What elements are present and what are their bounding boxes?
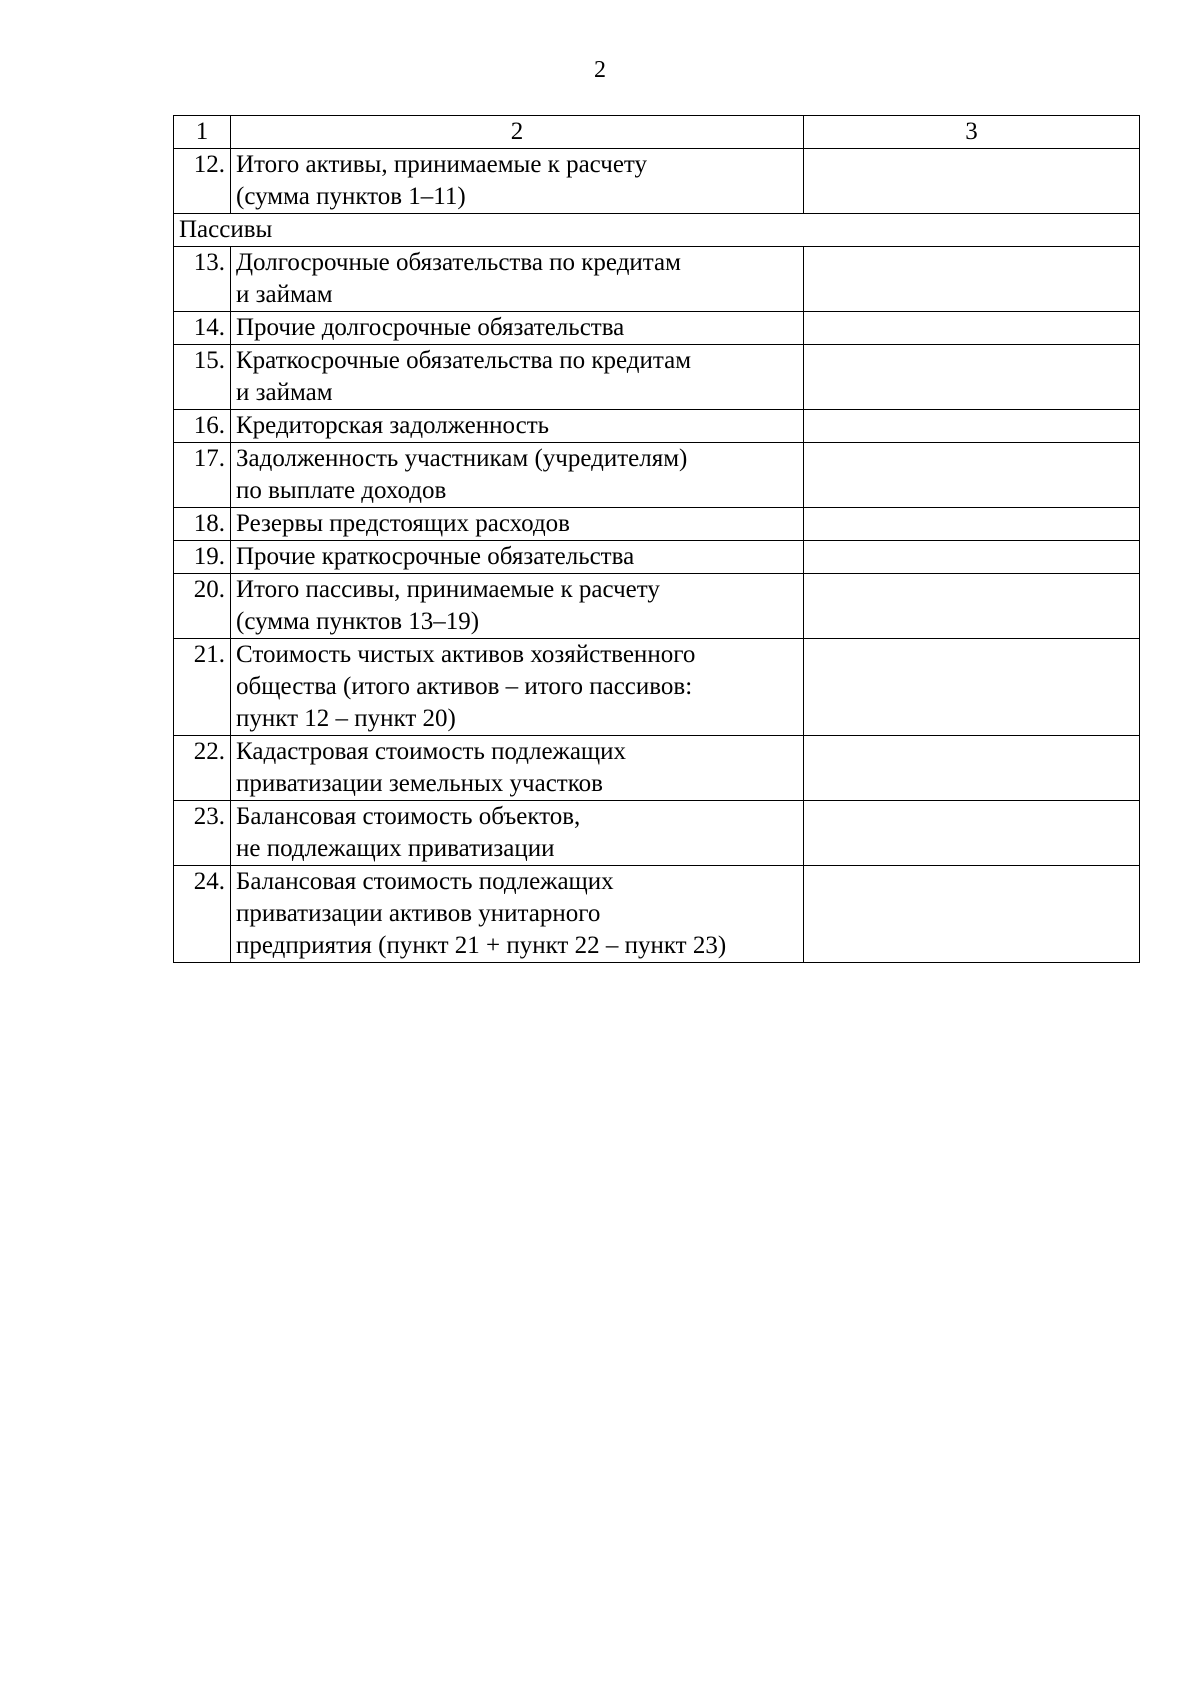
- row-description: Прочие долгосрочные обязательства: [231, 312, 804, 345]
- table-row: [174, 410, 1140, 443]
- table-row: [174, 149, 1140, 214]
- row-number: 15.: [174, 345, 231, 410]
- row-description: Задолженность участникам (учредителям) по выплате доходов: [231, 443, 804, 508]
- row-description: Краткосрочные обязательства по кредитам и займам: [231, 345, 804, 410]
- row-description: Долгосрочные обязательства по кредитам и займам: [231, 247, 804, 312]
- table-row: [174, 508, 1140, 541]
- row-value: [804, 410, 1140, 443]
- row-number: 23.: [174, 801, 231, 866]
- row-value: [804, 541, 1140, 574]
- row-number: 14.: [174, 312, 231, 345]
- table-row: [174, 345, 1140, 410]
- row-number: 19.: [174, 541, 231, 574]
- row-number: 21.: [174, 639, 231, 736]
- table-row: [174, 639, 1140, 736]
- row-number: 13.: [174, 247, 231, 312]
- row-value: [804, 247, 1140, 312]
- row-value: [804, 443, 1140, 508]
- row-value: [804, 508, 1140, 541]
- row-number: 12.: [174, 149, 231, 214]
- row-value: [804, 736, 1140, 801]
- row-description: Кадастровая стоимость подлежащих приватизации земельных участков: [231, 736, 804, 801]
- row-value: [804, 574, 1140, 639]
- row-number: 22.: [174, 736, 231, 801]
- row-number: 18.: [174, 508, 231, 541]
- row-description: Итого активы, принимаемые к расчету (сумма пунктов 1–11): [231, 149, 804, 214]
- table-row: [174, 736, 1140, 801]
- table-row: [174, 312, 1140, 345]
- table-row: [174, 247, 1140, 312]
- column-header-3: 3: [804, 116, 1140, 149]
- row-value: [804, 866, 1140, 963]
- row-description: Балансовая стоимость подлежащих приватизации активов унитарного предприятия (пункт 21 + пункт 22 – пункт 23): [231, 866, 804, 963]
- row-value: [804, 639, 1140, 736]
- column-header-2: 2: [231, 116, 804, 149]
- page-number: 2: [594, 57, 606, 83]
- row-description: Стоимость чистых активов хозяйственного общества (итого активов – итого пассивов: пункт 12 – пункт 20): [231, 639, 804, 736]
- row-number: 20.: [174, 574, 231, 639]
- row-description: Прочие краткосрочные обязательства: [231, 541, 804, 574]
- table-row: [174, 541, 1140, 574]
- row-number: 16.: [174, 410, 231, 443]
- row-description: Балансовая стоимость объектов, не подлежащих приватизации: [231, 801, 804, 866]
- column-header-1: 1: [174, 116, 231, 149]
- row-description: Кредиторская задолженность: [231, 410, 804, 443]
- section-row: [174, 214, 1140, 247]
- table-row: [174, 801, 1140, 866]
- row-description: Резервы предстоящих расходов: [231, 508, 804, 541]
- table-row: [174, 866, 1140, 963]
- table-row: [174, 574, 1140, 639]
- row-value: [804, 345, 1140, 410]
- row-number: 17.: [174, 443, 231, 508]
- row-number: 24.: [174, 866, 231, 963]
- row-description: Итого пассивы, принимаемые к расчету (сумма пунктов 13–19): [231, 574, 804, 639]
- table-row: [174, 443, 1140, 508]
- section-title: Пассивы: [174, 214, 1140, 247]
- table-header-row: [174, 116, 1140, 149]
- row-value: [804, 801, 1140, 866]
- row-value: [804, 312, 1140, 345]
- calculation-table: [173, 115, 1140, 963]
- row-value: [804, 149, 1140, 214]
